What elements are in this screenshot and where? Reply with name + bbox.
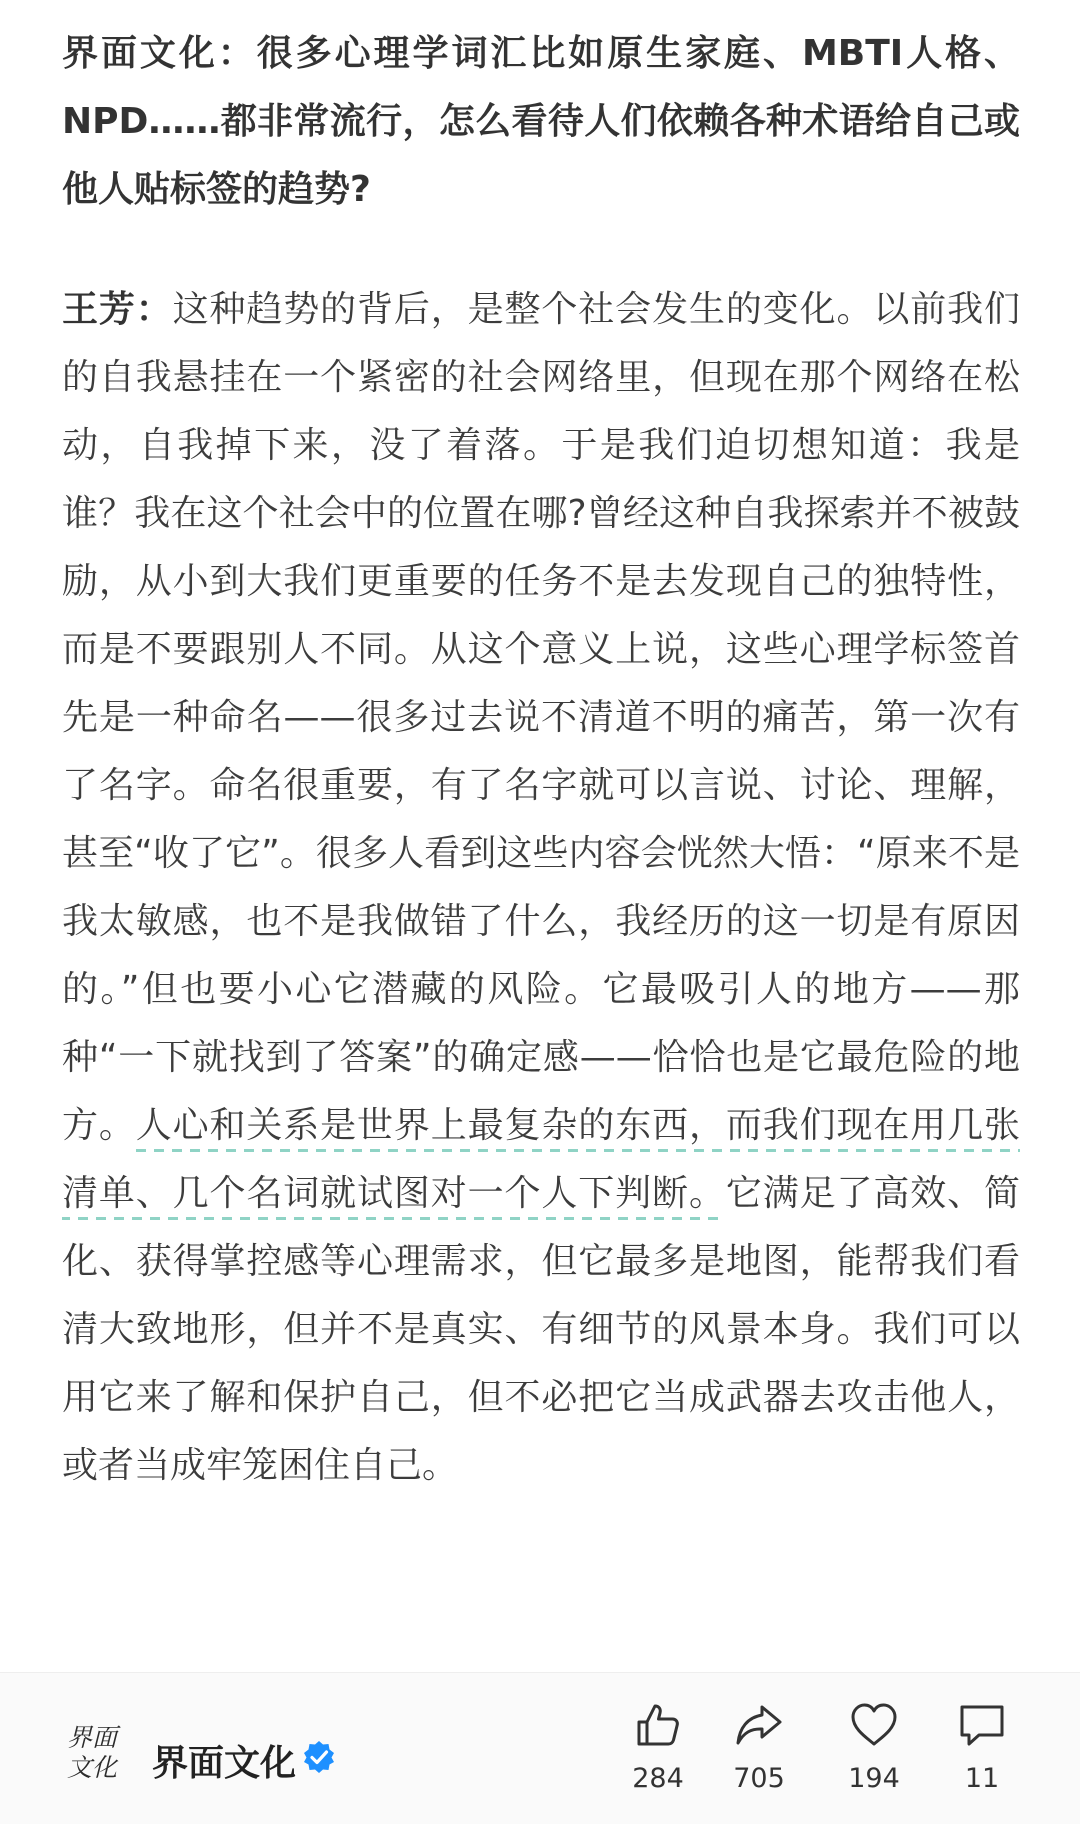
comment-count: 11 (964, 1763, 1000, 1794)
like-count: 284 (632, 1763, 684, 1794)
comment-bubble-icon (957, 1701, 1007, 1749)
account-logo[interactable] (62, 1723, 122, 1795)
post-footer (0, 1673, 1080, 1824)
interview-question: 界面文化：很多心理学词汇比如原生家庭、MBTI人格、NPD……都非常流行，怎么看待人们依赖各种术语给自己或他人贴标签的趋势? (62, 33, 1020, 210)
share-count: 705 (733, 1763, 785, 1794)
heart-icon (849, 1701, 899, 1749)
thumbs-up-icon (634, 1701, 682, 1749)
verified-badge-icon (302, 1740, 336, 1774)
favorite-button[interactable] (819, 1701, 929, 1794)
favorite-count: 194 (848, 1763, 900, 1794)
logo-line-1: 界面 (66, 1723, 117, 1752)
answer-text-part2: 它满足了高效、简化、获得掌控感等心理需求，但它最多是地图，能帮我们看清大致地形，但并不是真实、有细节的风景本身。我们可以用它来了解和保护自己，但不必把它当成武器去攻击他人，或者当成牢笼困住自己。 (62, 1173, 1020, 1486)
comment-button[interactable] (927, 1701, 1037, 1794)
like-button[interactable] (603, 1701, 713, 1794)
article-body (62, 20, 1020, 1500)
logo-line-2: 文化 (66, 1753, 117, 1782)
share-button[interactable] (704, 1701, 814, 1794)
answer-speaker: 王芳： (62, 289, 173, 330)
share-arrow-icon (735, 1701, 783, 1749)
account-name[interactable]: 界面文化 (152, 1743, 297, 1784)
answer-text-part1: 这种趋势的背后，是整个社会发生的变化。以前我们的自我悬挂在一个紧密的社会网络里，但现在那个网络在松动，自我掉下来，没了着落。于是我们迫切想知道：我是谁？我在这个社会中的位置在哪?曾经这种自我探索并不被鼓励，从小到大我们更重要的任务不是去发现自己的独特性，而是不要跟别人不同。从这个意义上说，这些心理学标签首先是一种命名——很多过去说不清道不明的痛苦，第一次有了名字。命名很重要，有了名字就可以言说、讨论、理解，甚至“收了它”。很多人看到这些内容会恍然大悟：“原来不是我太敏感，也不是我做错了什么，我经历的这一切是有原因的。”但也要小心它潜藏的风险。它最吸引人的地方——那种“一下就找到了答案”的确定感——恰恰也是它最危险的地方。 (62, 289, 1020, 1146)
highlighted-sentence[interactable]: 人心和关系是世界上最复杂的东西，而我们现在用几张清单、几个名词就试图对一个人下判断。 (62, 1105, 1020, 1220)
interview-answer (62, 276, 1020, 1500)
